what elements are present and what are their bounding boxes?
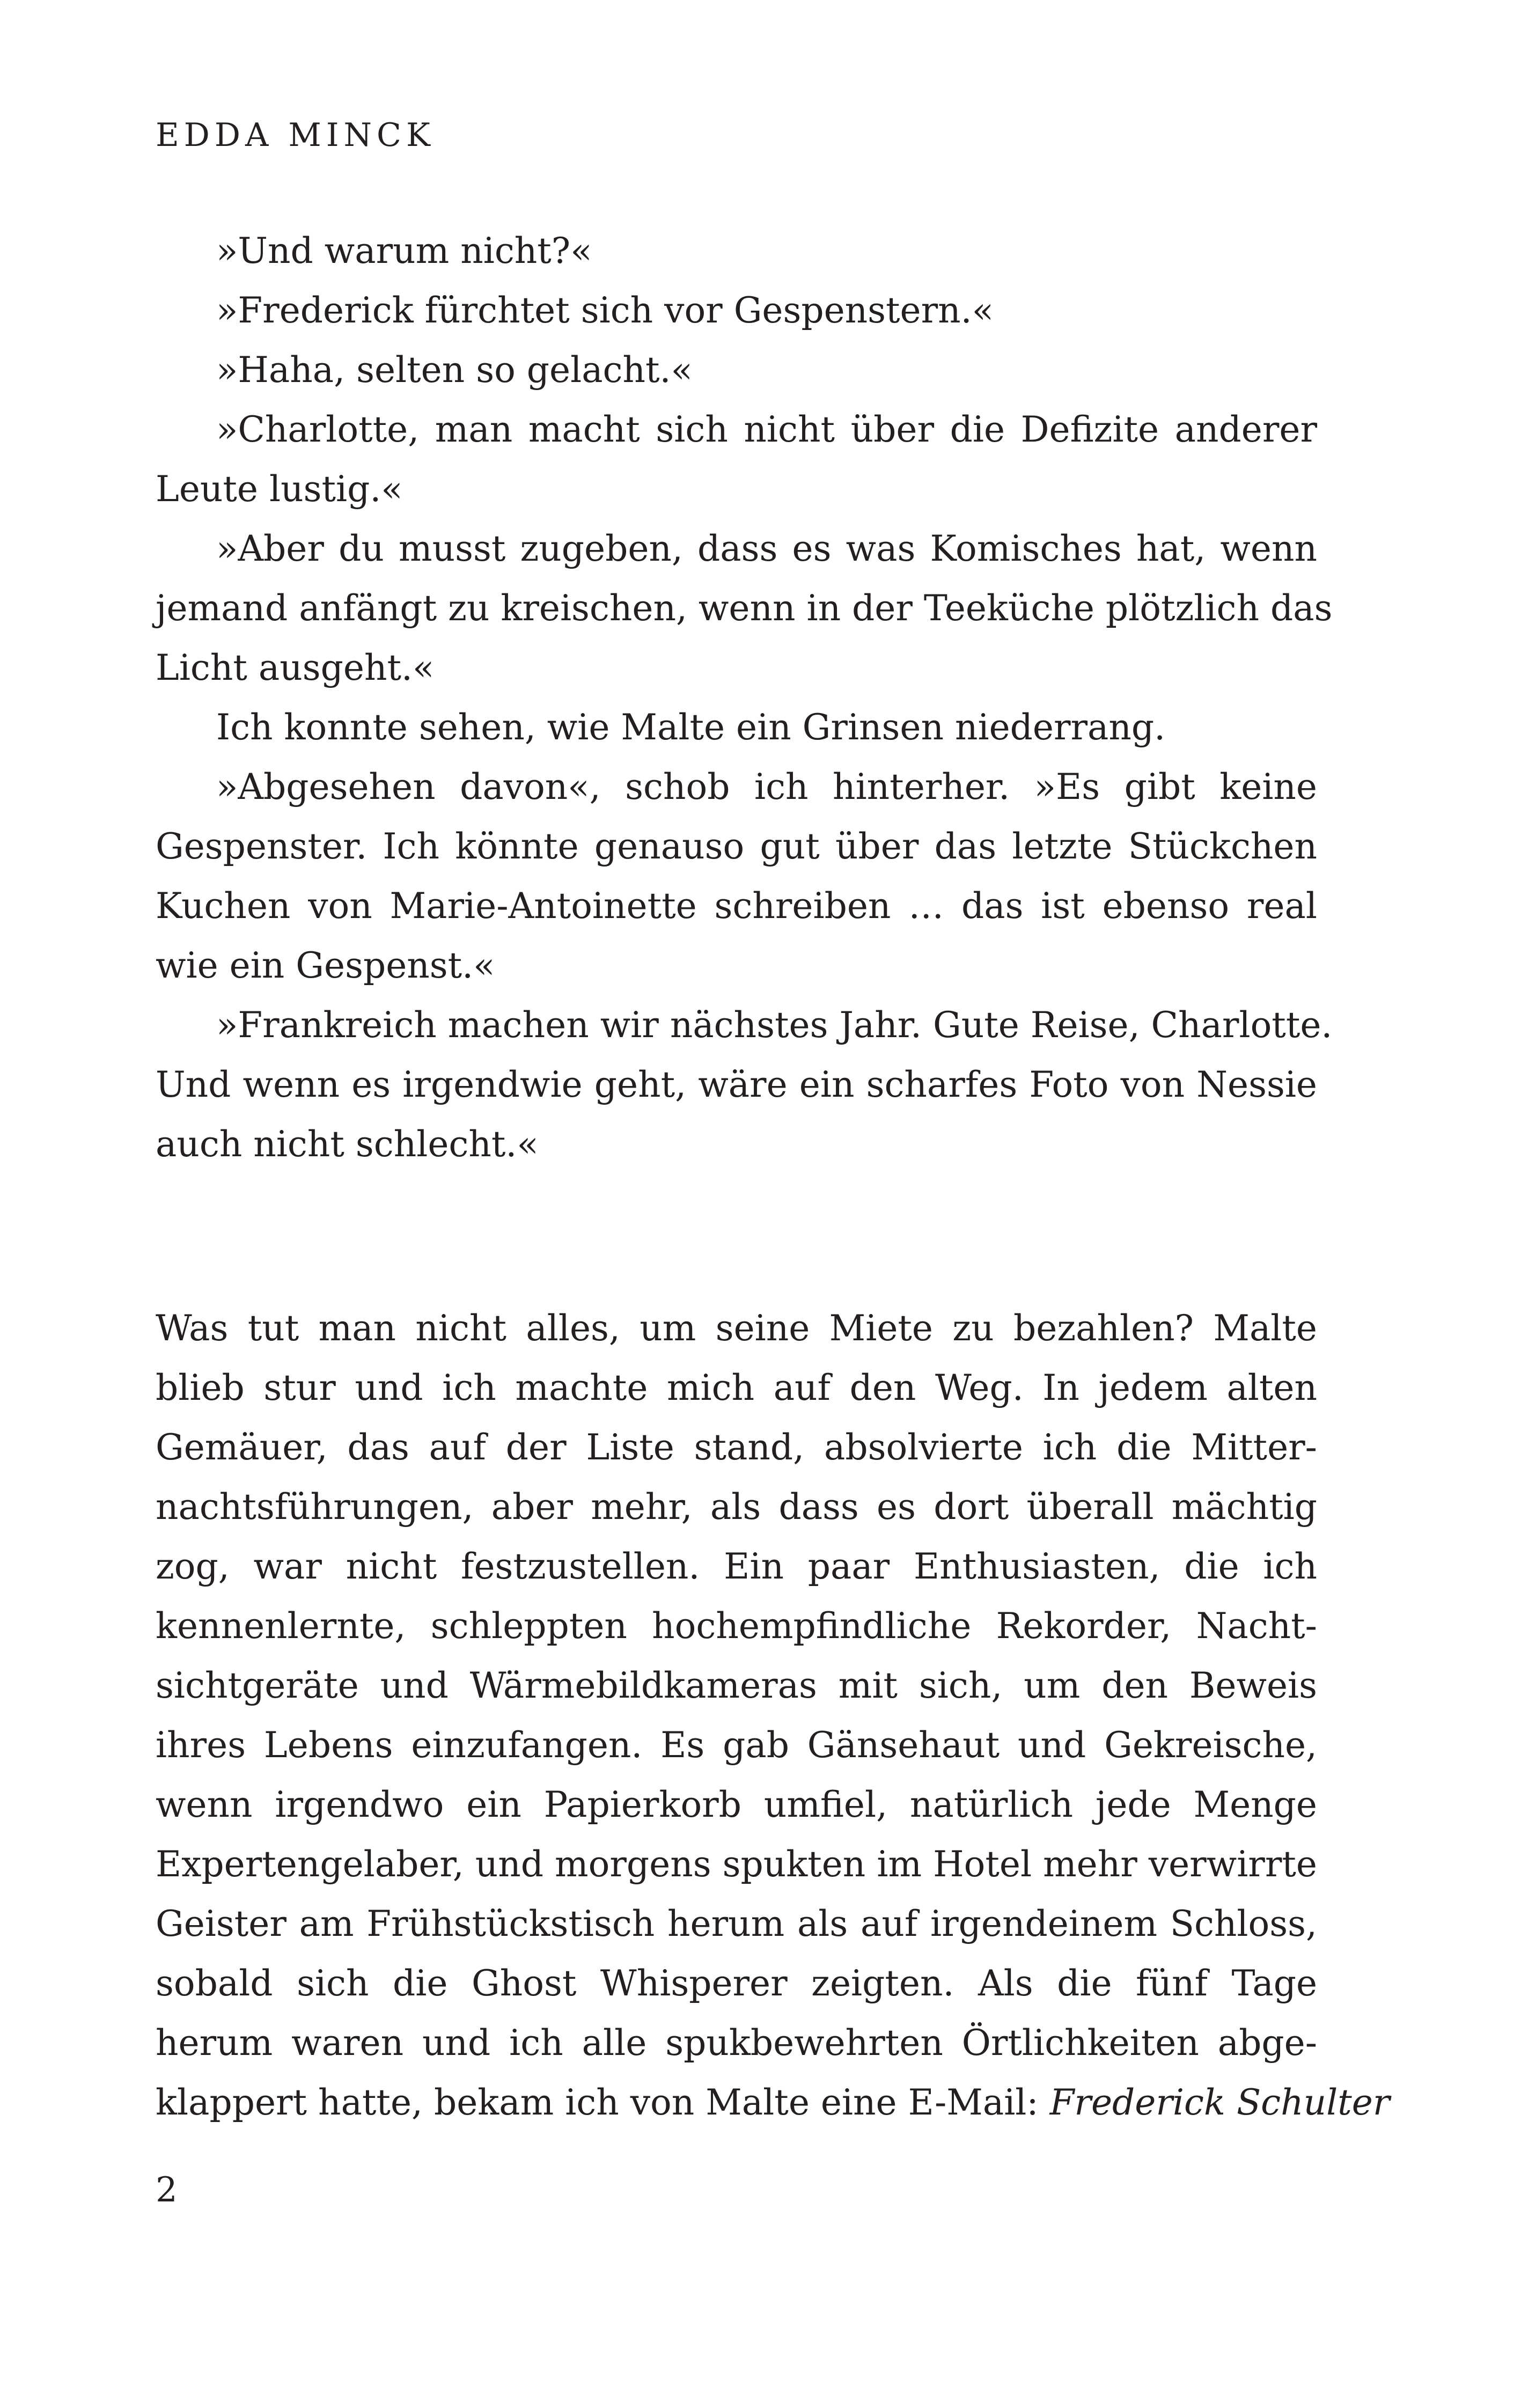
- text-line: blieb stur und ich machte mich auf den Weg. In jedem alten: [156, 1367, 1317, 1408]
- text-line: »Frederick fürchtet sich vor Gespenstern.«: [216, 290, 994, 331]
- text-line: Expertengelaber, und morgens spukten im Hotel mehr verwirrte: [156, 1844, 1317, 1885]
- text-line-final: [156, 2073, 1390, 2132]
- text-line: wie ein Gespenst.«: [156, 945, 495, 986]
- text-line: »Frankreich machen wir nächstes Jahr. Gute Reise, Charlotte.: [216, 1004, 1333, 1046]
- dialogue-section: [156, 221, 1333, 1174]
- text-line: nachtsführungen, aber mehr, als dass es dort überall mächtig: [156, 1486, 1317, 1528]
- final-line-roman: klappert hatte, bekam ich von Malte eine E-Mail:: [156, 2082, 1050, 2123]
- text-line: Licht ausgeht.«: [156, 647, 435, 688]
- text-line: Und wenn es irgendwie geht, wäre ein scharfes Foto von Nessie: [156, 1064, 1317, 1105]
- page-number: 2: [156, 2170, 178, 2210]
- text-line: kennenlernte, schleppten hochempfindliche Rekorder, Nacht-: [156, 1605, 1317, 1647]
- text-line: »Haha, selten so gelacht.«: [216, 349, 693, 391]
- text-line: jemand anfängt zu kreischen, wenn in der Teeküche plötzlich das: [156, 588, 1333, 629]
- text-line: »Und warum nicht?«: [216, 230, 592, 271]
- text-line: »Abgesehen davon«, schob ich hinterher. »Es gibt keine: [216, 766, 1317, 807]
- text-line: herum waren und ich alle spukbewehrten Örtlichkeiten abge-: [156, 2022, 1317, 2064]
- text-line: Geister am Frühstückstisch herum als auf irgendeinem Schloss,: [156, 1903, 1317, 1944]
- text-line: zog, war nicht festzustellen. Ein paar Enthusiasten, die ich: [156, 1546, 1317, 1587]
- running-head: EDDA MINCK: [156, 116, 435, 154]
- text-line: Gemäuer, das auf der Liste stand, absolvierte ich die Mitter-: [156, 1427, 1317, 1468]
- narrative-paragraph: [156, 1298, 1390, 2132]
- text-line: Ich konnte sehen, wie Malte ein Grinsen niederrang.: [216, 707, 1166, 748]
- text-line: Leute lustig.«: [156, 468, 403, 510]
- text-line: wenn irgendwo ein Papierkorb umfiel, natürlich jede Menge: [156, 1784, 1317, 1825]
- text-line: auch nicht schlecht.«: [156, 1124, 539, 1165]
- text-line: sichtgeräte und Wärmebildkameras mit sich, um den Beweis: [156, 1665, 1317, 1706]
- text-line: Was tut man nicht alles, um seine Miete zu bezahlen? Malte: [156, 1308, 1317, 1349]
- text-line: »Aber du musst zugeben, dass es was Komisches hat, wenn: [216, 528, 1317, 569]
- final-line-italic: Frederick Schulter: [1049, 2082, 1390, 2123]
- text-line: Kuchen von Marie-Antoinette schreiben … das ist ebenso real: [156, 885, 1317, 927]
- text-line: Gespenster. Ich könnte genauso gut über das letzte Stückchen: [156, 826, 1317, 867]
- text-line: sobald sich die Ghost Whisperer zeigten. Als die fünf Tage: [156, 1963, 1317, 2004]
- text-line: »Charlotte, man macht sich nicht über die Defizite anderer: [216, 409, 1317, 450]
- text-line: ihres Lebens einzufangen. Es gab Gänsehaut und Gekreische,: [156, 1724, 1317, 1766]
